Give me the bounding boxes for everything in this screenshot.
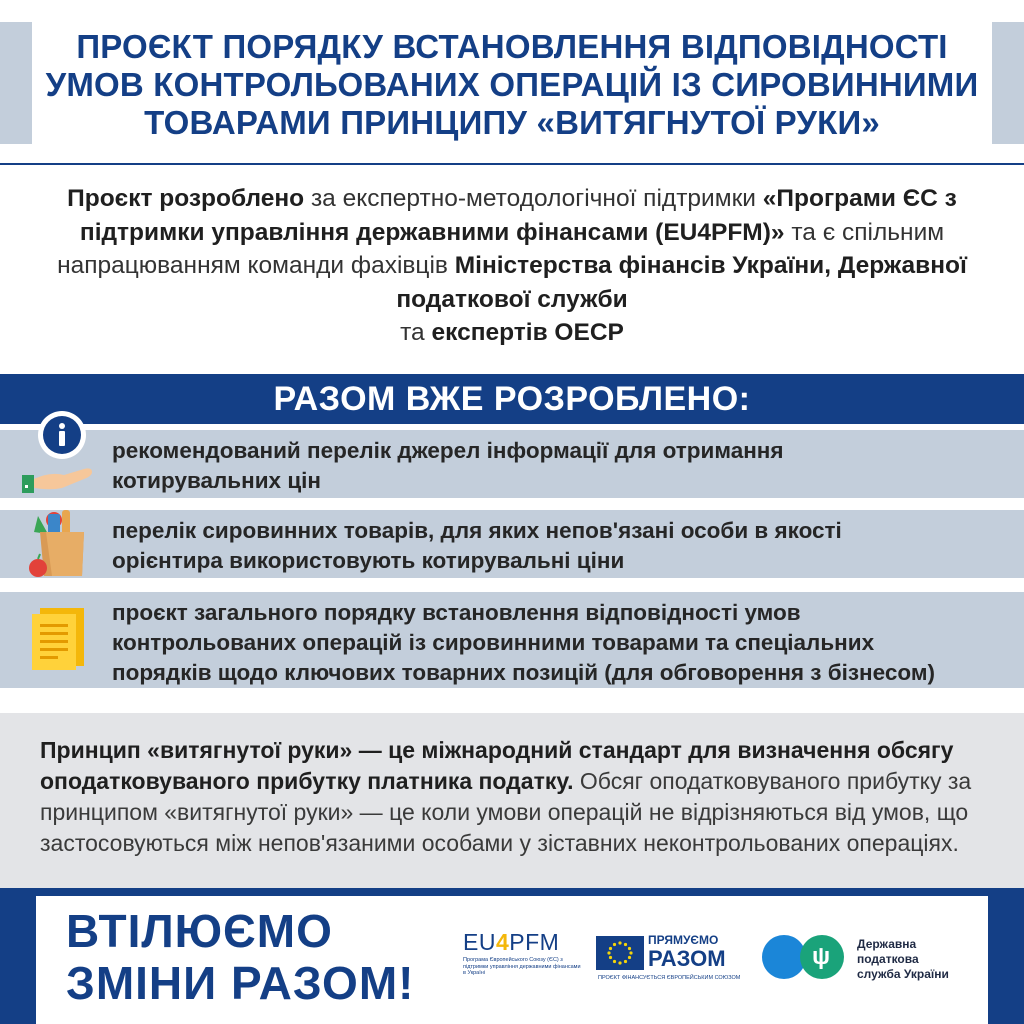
eu4pfm-pfm: PFM [509,929,560,955]
list-item [0,510,1024,578]
intro-text-2: та є спільним напрацюванням команди фахівців [57,218,945,279]
intro-bold-2: «Програми ЄС з підтримки управління державними фінансами (EU4PFM)» [79,185,957,246]
list-item [0,592,1024,688]
item-1-line-1: рекомендований перелік джерел інформації для отримання [112,438,784,463]
eu4pfm-eu: EU [463,929,496,955]
eu4pfm-subtitle: Програма Європейського Союзу (ЄС) з підтримки управління державними фінансами в Україні [463,957,581,976]
intro-text-1: за експертно-методологічної підтримки [310,185,756,212]
title-line-3: ТОВАРАМИ ПРИНЦИПУ «ВИТЯГНУТОЇ РУКИ» [144,104,880,141]
section-banner: РАЗОМ ВЖЕ РОЗРОБЛЕНО: [0,374,1024,424]
page-title [40,28,984,142]
grocery-bag-icon [26,508,92,580]
info-hand-icon [18,409,100,497]
eu4pfm-logo [463,930,583,977]
document-icon [30,606,86,672]
intro-bold-4: експертів ОЕСР [431,319,624,346]
principle-body: Обсяг оподатковуваного прибутку за принципом «витягнутої руки» — це коли умови операцій не відрізняються від умов, що застосовуються між непов'язаними особами у зіставних неконтрольованих операціях. [40,768,972,856]
item-3-line-2: контрольованих операцій із сировинними товарами та спеціальних [112,630,875,655]
item-3-line-1: проєкт загального порядку встановлення відповідності умов [112,600,801,625]
item-2-line-2: орієнтира використовують котирувальні ціни [112,548,625,573]
left-accent-bar [0,22,32,144]
item-2-line-1: перелік сировинних товарів, для яких непов'язані особи в якості [112,518,842,543]
list-item-text [112,598,994,688]
title-line-2: УМОВ КОНТРОЛЬОВАНИХ ОПЕРАЦІЙ ІЗ СИРОВИННИМИ [45,66,979,103]
list-item [0,430,1024,498]
razom-wordmark [648,932,726,970]
title-line-1: ПРОЄКТ ПОРЯДКУ ВСТАНОВЛЕННЯ ВІДПОВІДНОСТІ [76,28,948,65]
slogan-line-2: ЗМІНИ РАЗОМ! [66,957,415,1009]
trident-icon: ψ [812,943,831,970]
principle-bold: Принцип «витягнутої руки» — це міжнародний стандарт для визначення обсягу оподатковуваного прибутку платника податку. [40,737,954,794]
item-1-line-2: котирувальних цін [112,468,321,493]
intro-paragraph [40,182,984,350]
eu4pfm-four: 4 [495,929,510,955]
principle-box [0,713,1024,888]
eu-flag-icon [596,936,644,970]
list-item-text [112,516,994,576]
principle-text [40,735,990,859]
right-accent-bar [992,22,1024,144]
intro-text-3: та [400,319,425,346]
intro-bold-3: Міністерства фінансів України, Державної податкової служби [396,252,967,313]
razom-note: ПРОЄКТ ФІНАНСУЄТЬСЯ ЄВРОПЕЙСЬКИМ СОЮЗОМ [598,975,741,981]
slogan [66,905,414,1009]
intro-bold-1: Проєкт розроблено [67,185,305,212]
item-3-line-3: порядків щодо ключових товарних позицій (для обговорення з бізнесом) [112,660,935,685]
list-item-text [112,436,994,496]
title-divider [0,163,1024,165]
dps-name: Державна податкова служба України [857,937,949,981]
slogan-line-1: ВТІЛЮЄМО [66,905,333,957]
eu4pfm-wordmark [463,930,583,954]
razom-small: ПРЯМУЄМО [648,933,719,947]
razom-big: РАЗОМ [648,946,726,971]
